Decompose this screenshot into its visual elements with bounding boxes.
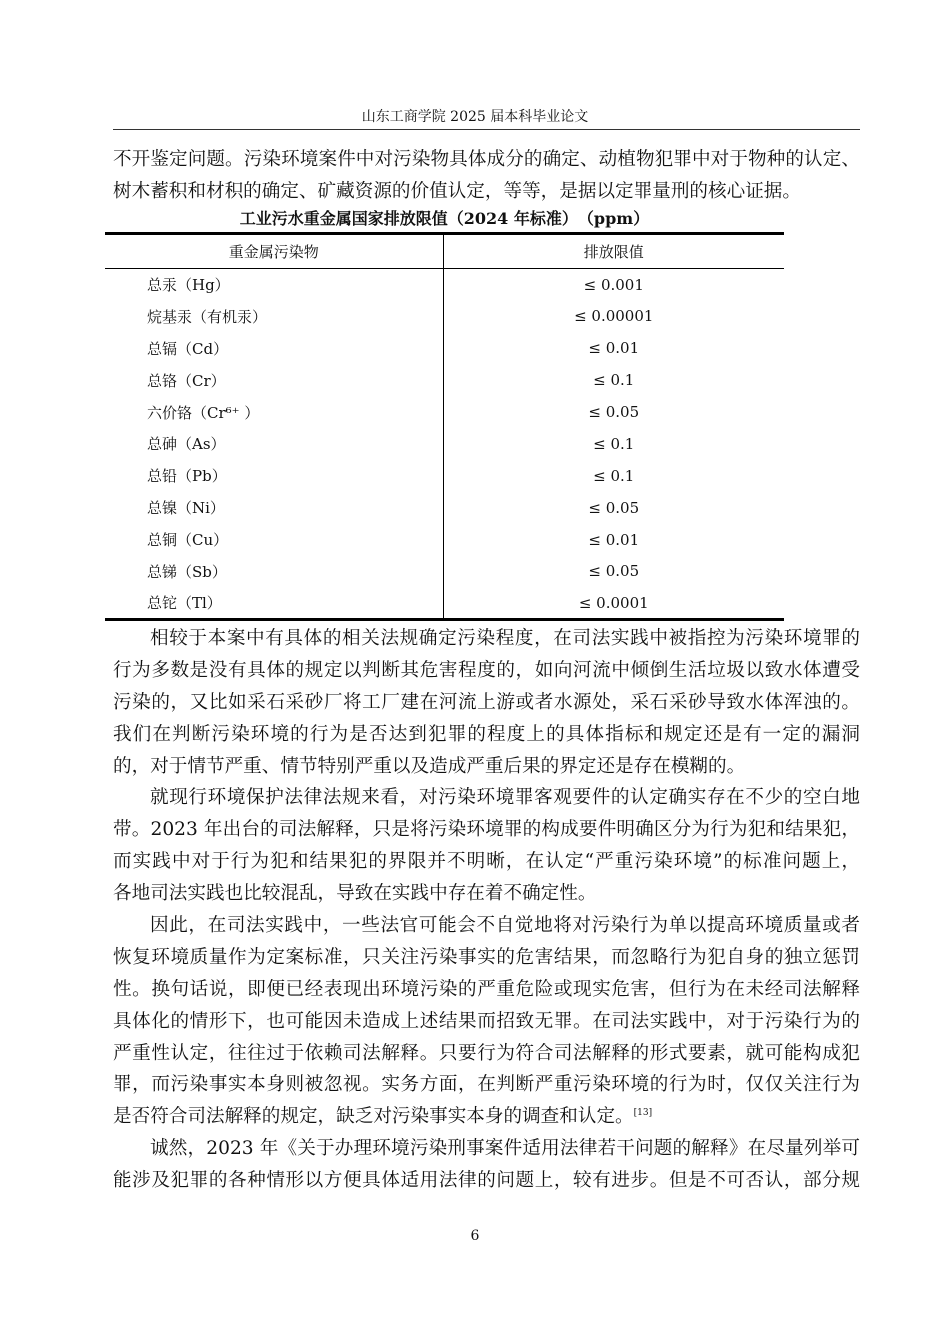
limit-cell: ≤ 0.01 [588, 339, 640, 358]
pollutant-cell: 总汞（Hg） [105, 269, 443, 301]
citation-ref[interactable]: [13] [633, 1108, 653, 1119]
line-text: 就现行环境保护法律法规来看，对污染环境罪客观要件的认定确实存在不少的空白地 [150, 787, 860, 809]
running-header: 山东工商学院 2025 届本科毕业论文 [361, 109, 589, 125]
line-text: 的，对于情节严重、情节特别严重以及造成严重后果的界定还是存在模糊的。 [113, 755, 746, 777]
text-line: 不开鉴定问题。污染环境案件中对污染物具体成分的确定、动植物犯罪中对于物种的认定、 [113, 149, 860, 170]
pollutant-cell: 总铊（Tl） [105, 587, 443, 619]
limit-cell: ≤ 0.00001 [574, 307, 654, 326]
limit-cell: ≤ 0.0001 [578, 593, 649, 612]
text-line [113, 1133, 860, 1165]
header-rule [113, 129, 860, 130]
table-row [105, 524, 784, 556]
limit-cell: ≤ 0.05 [588, 498, 640, 517]
table-row [105, 269, 784, 301]
pollutant-cell: 总砷（As） [105, 428, 443, 460]
text-line [113, 942, 860, 974]
table-row [105, 556, 784, 588]
text-line [113, 751, 860, 783]
line-text: 我们在判断污染环境的行为是否达到犯罪的程度上的具体指标和规定还是有一定的漏洞 [113, 723, 860, 745]
limit-cell: ≤ 0.001 [583, 275, 644, 294]
pollutant-cell: 烷基汞（有机汞） [105, 300, 443, 332]
text-line [113, 878, 860, 910]
table-row [105, 364, 784, 396]
limit-cell: ≤ 0.01 [588, 530, 640, 549]
limit-cell: ≤ 0.1 [593, 371, 635, 390]
table-row [105, 587, 784, 619]
text-line [113, 623, 860, 655]
text-line: 树木蓄积和材积的确定、矿藏资源的价值认定，等等，是据以定罪量刑的核心证据。 [113, 180, 801, 202]
line-text: 恢复环境质量作为定案标准，只关注污染事实的危害结果，而忽略行为犯自身的独立惩罚 [113, 946, 860, 968]
line-text: 能涉及犯罪的各种情形以方便具体适用法律的问题上，较有进步。但是不可否认，部分规 [113, 1170, 860, 1192]
limit-cell: ≤ 0.05 [588, 562, 640, 581]
pollutant-cell: 总镉（Cd） [105, 332, 443, 364]
line-text: 具体化的情形下，也可能因未造成上述结果而招致无罪。在司法实践中，对于污染行为的 [113, 1010, 860, 1032]
pollutant-cell: 总铅（Pb） [105, 460, 443, 492]
emission-limits-table [105, 232, 784, 621]
line-text: 是否符合司法解释的规定，缺乏对污染事实本身的调查和认定。 [113, 1106, 634, 1128]
table-row [105, 492, 784, 524]
text-line [113, 719, 860, 751]
table-row [105, 396, 784, 428]
line-text: 严重性认定，往往过于依赖司法解释。只要行为符合司法解释的形式要素，就可能构成犯 [113, 1042, 860, 1064]
text-line [113, 782, 860, 814]
text-line [113, 974, 860, 1006]
table-row [105, 428, 784, 460]
line-text: 因此，在司法实践中，一些法官可能会不自觉地将对污染行为单以提高环境质量或者 [150, 915, 860, 937]
intro-text [113, 144, 860, 208]
text-line [113, 1101, 860, 1133]
line-text: 污染的，又比如采石采砂厂将工厂建在河流上游或者水源处，采石采砂导致水体浑浊的。 [113, 691, 860, 713]
line-text: 相较于本案中有具体的相关法规确定污染程度，在司法实践中被指控为污染环境罪的 [150, 628, 860, 649]
page-number: 6 [470, 1228, 480, 1244]
text-line [113, 1165, 860, 1197]
table-title: 工业污水重金属国家排放限值（2024 年标准） （ppm） [239, 209, 650, 228]
text-line [113, 1006, 860, 1038]
line-text: 行为多数是没有具体的规定以判断其危害程度的，如向河流中倾倒生活垃圾以致水体遭受 [113, 659, 860, 681]
table-row [105, 460, 784, 492]
limit-cell: ≤ 0.1 [593, 434, 635, 453]
table-header-row [105, 234, 784, 269]
line-text: 带。2023 年出台的司法解释，只是将污染环境罪的构成要件明确区分为行为犯和结果犯， [113, 819, 860, 841]
line-text: 而实践中对于行为犯和结果犯的界限并不明晰，在认定“严重污染环境”的标准问题上， [113, 851, 860, 873]
text-line [113, 655, 860, 687]
text-line [113, 910, 860, 942]
text-line [113, 814, 860, 846]
line-text: 各地司法实践也比较混乱，导致在实践中存在着不确定性。 [113, 883, 597, 905]
limit-cell: ≤ 0.05 [588, 403, 640, 421]
column-header: 排放限值 [583, 243, 644, 261]
pollutant-cell: 六价铬（Cr⁶⁺ ） [105, 396, 443, 428]
limit-cell: ≤ 0.1 [593, 466, 635, 485]
body-text [113, 623, 860, 1197]
text-line [113, 1038, 860, 1070]
pollutant-cell: 总铬（Cr） [105, 364, 443, 396]
text-line [113, 846, 860, 878]
pollutant-cell: 总锑（Sb） [105, 556, 443, 588]
pollutant-cell: 总铜（Cu） [105, 524, 443, 556]
line-text: 罪，而污染事实本身则被忽视。实务方面，在判断严重污染环境的行为时，仅仅关注行为 [113, 1074, 860, 1096]
table-row [105, 300, 784, 332]
line-text: 性。换句话说，即便已经表现出环境污染的严重危险或现实危害，但行为在未经司法解释 [113, 978, 860, 1000]
table-row [105, 332, 784, 364]
text-line [113, 687, 860, 719]
line-text: 诚然，2023 年《关于办理环境污染刑事案件适用法律若干问题的解释》在尽量列举可 [150, 1138, 860, 1160]
pollutant-cell: 总镍（Ni） [105, 492, 443, 524]
text-line [113, 1069, 860, 1101]
column-header: 重金属污染物 [105, 234, 443, 269]
